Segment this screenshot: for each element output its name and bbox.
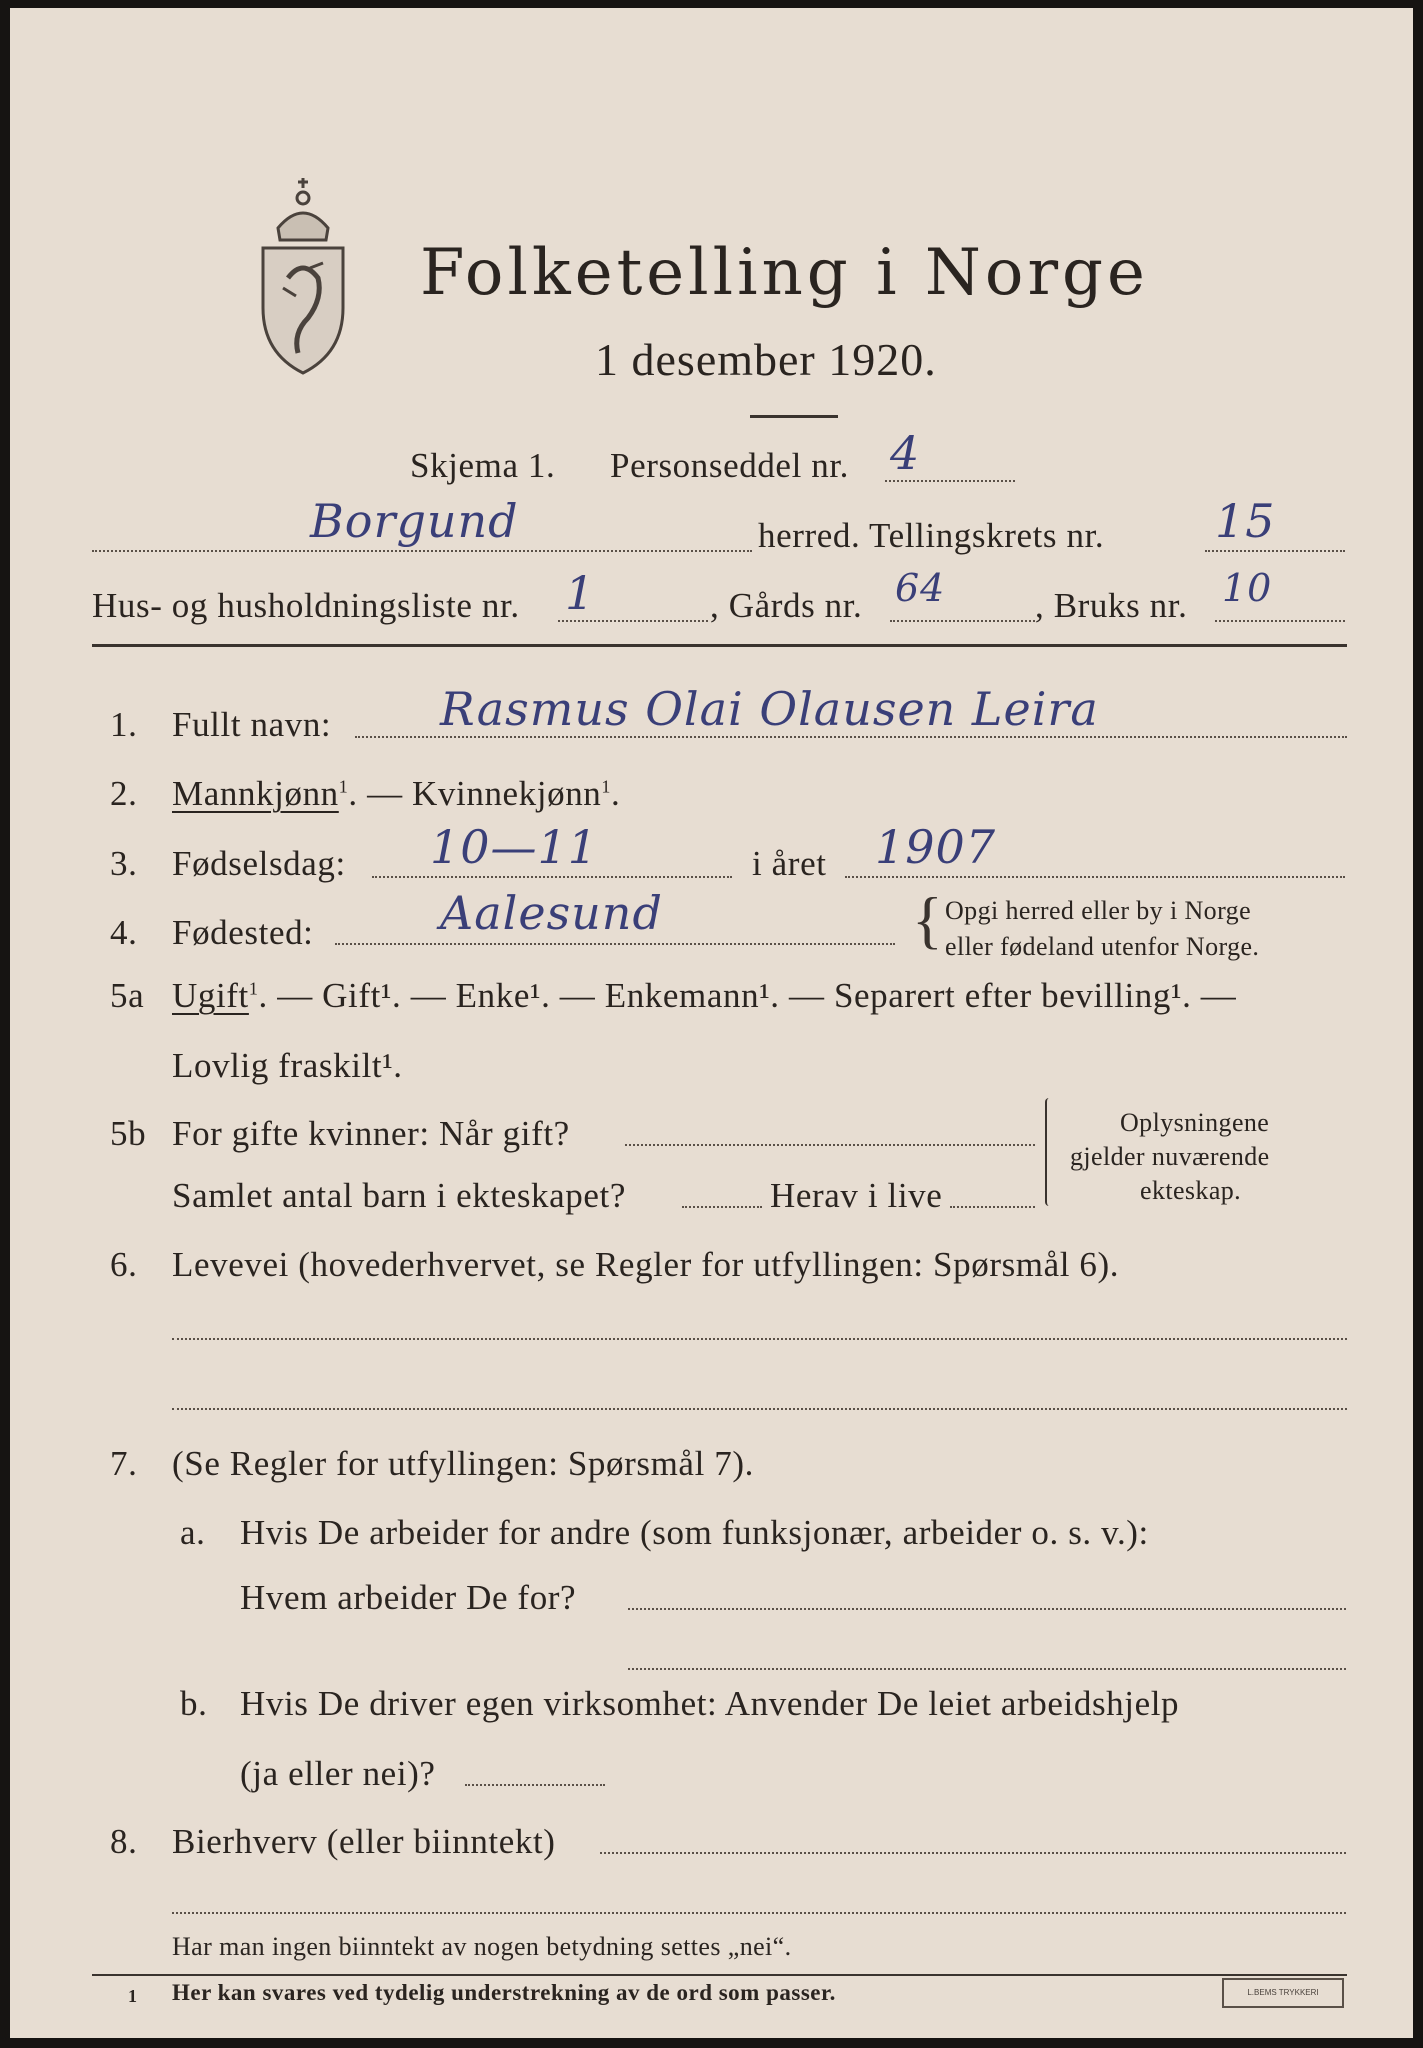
header-divider (92, 644, 1347, 647)
q2-sex-options (172, 774, 620, 814)
husliste-line (558, 620, 708, 622)
q6-number: 6. (110, 1245, 138, 1284)
q5b-number: 5b (110, 1114, 147, 1153)
q7b-number: b. (180, 1684, 208, 1723)
q5b-label-2: Samlet antal barn i ekteskapet? (172, 1176, 626, 1215)
husliste-value[interactable]: 1 (565, 566, 596, 620)
bruks-line (1215, 620, 1345, 622)
q8-line-1 (600, 1852, 1346, 1854)
q5a-number: 5a (110, 976, 145, 1015)
q5b-label-3: Herav i live (770, 1176, 943, 1215)
bruks-label: , Bruks nr. (1035, 586, 1188, 625)
tellingskrets-value[interactable]: 15 (1215, 494, 1276, 548)
q5a-options (172, 976, 1236, 1016)
q4-note-1: Opgi herred eller by i Norge (945, 896, 1252, 925)
status-divorced-option[interactable]: Lovlig fraskilt¹. (172, 1046, 403, 1085)
q5b-children-line (682, 1206, 762, 1208)
husliste-label: Hus- og husholdningsliste nr. (92, 586, 520, 625)
q2-number: 2. (110, 774, 138, 813)
q5a-footnote-ref: 1 (248, 978, 259, 999)
q2-footnote-ref-1: 1 (338, 776, 349, 797)
q7a-label-2: Hvem arbeider De for? (240, 1578, 577, 1617)
q8-number: 8. (110, 1822, 138, 1861)
q3-year-line (845, 876, 1345, 878)
q3-number: 3. (110, 844, 138, 883)
title-divider (750, 415, 838, 418)
q1-line (355, 736, 1347, 738)
personseddel-label: Personseddel nr. (610, 446, 850, 485)
q7b-label: Hvis De driver egen virksomhet: Anvender De leiet arbeidshjelp (240, 1684, 1180, 1723)
personseddel-line (885, 480, 1015, 482)
q7a-number: a. (180, 1513, 206, 1552)
q2-footnote-ref-2: 1 (601, 776, 612, 797)
footnote-marker: 1 (128, 1986, 137, 2006)
q5b-note-3: ekteskap. (1140, 1176, 1242, 1205)
form-title: Folketelling i Norge (420, 236, 1149, 310)
birth-date-value[interactable]: 10—11 (430, 820, 599, 874)
status-unmarried-option[interactable]: Ugift (172, 976, 249, 1015)
q3-label: Fødselsdag: (172, 844, 346, 883)
q7a-label: Hvis De arbeider for andre (som funksjonær, arbeider o. s. v.): (240, 1513, 1149, 1552)
footnote-text: Her kan svares ved tydelig understrekning av de ord som passer. (172, 1980, 836, 2005)
gards-label: , Gårds nr. (710, 586, 863, 625)
printer-stamp: L.BEMS TRYKKERI (1222, 1978, 1344, 2008)
q8-line-2 (172, 1912, 1346, 1914)
q7a-employer-line-2 (628, 1668, 1346, 1670)
q7a-employer-line (628, 1608, 1346, 1610)
sex-male-option[interactable]: Mannkjønn (172, 774, 339, 813)
tellingskrets-line (1205, 550, 1345, 552)
coat-of-arms-icon (248, 168, 358, 378)
q2-end: . (611, 774, 621, 813)
full-name-value[interactable]: Rasmus Olai Olausen Leira (440, 682, 1099, 736)
q7-number: 7. (110, 1444, 138, 1483)
skjema-label: Skjema 1. (410, 446, 556, 485)
bruks-value[interactable]: 10 (1222, 566, 1273, 610)
q5b-label-1: For gifte kvinner: Når gift? (172, 1114, 570, 1153)
q1-label: Fullt navn: (172, 705, 332, 744)
personseddel-value[interactable]: 4 (890, 426, 921, 480)
footer-divider (92, 1974, 1347, 1976)
q7-label: (Se Regler for utfyllingen: Spørsmål 7). (172, 1444, 754, 1483)
footer-note: Har man ingen biinntekt av nogen betydning settes „nei“. (172, 1932, 792, 1961)
herred-line (92, 550, 752, 552)
gards-line (890, 620, 1035, 622)
q1-number: 1. (110, 705, 138, 744)
birth-year-value[interactable]: 1907 (875, 820, 997, 874)
herred-value[interactable]: Borgund (310, 494, 519, 548)
census-form-sheet (10, 8, 1413, 2038)
q8-label: Bierhverv (eller biinntekt) (172, 1822, 556, 1861)
q7b-answer-line (465, 1784, 605, 1786)
q6-line-1 (172, 1338, 1347, 1340)
gards-value[interactable]: 64 (895, 566, 946, 610)
q6-line-2 (172, 1408, 1347, 1410)
q3-day-line (372, 876, 732, 878)
herred-label: herred. Tellingskrets nr. (758, 516, 1105, 555)
form-date: 1 desember 1920. (595, 334, 937, 385)
sex-female-option[interactable]: . — Kvinnekjønn (348, 774, 602, 813)
birthplace-value[interactable]: Aalesund (440, 886, 663, 940)
q4-number: 4. (110, 913, 138, 952)
q4-line (335, 943, 895, 945)
q4-brace: { (912, 884, 943, 955)
status-other-options[interactable]: . — Gift¹. — Enke¹. — Enkemann¹. — Separert efter bevilling¹. — (258, 976, 1237, 1015)
q7b-label-2: (ja eller nei)? (240, 1754, 436, 1793)
q6-label: Levevei (hovederhvervet, se Regler for utfyllingen: Spørsmål 6). (172, 1245, 1120, 1284)
q5b-note-2: gjelder nuværende (1070, 1142, 1270, 1171)
q5b-note-1: Oplysningene (1120, 1108, 1270, 1137)
q5b-married-line (625, 1144, 1035, 1146)
q4-note-2: eller fødeland utenfor Norge. (945, 932, 1260, 961)
q5b-brace (1045, 1098, 1053, 1206)
q4-label: Fødested: (172, 913, 314, 952)
q5b-alive-line (950, 1206, 1035, 1208)
q3-year-label: i året (752, 844, 827, 883)
